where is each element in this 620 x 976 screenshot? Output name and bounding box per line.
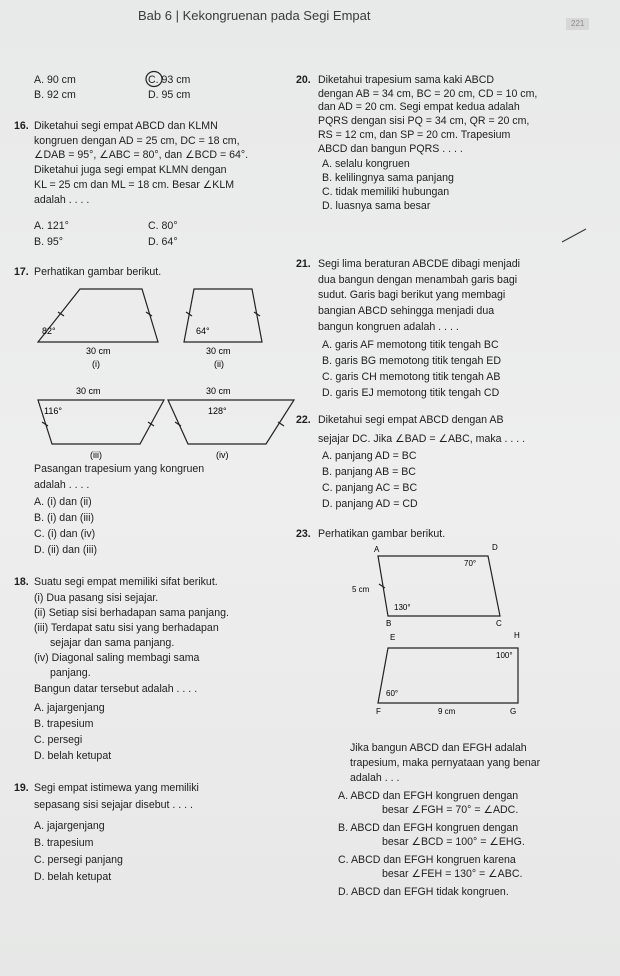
q20-option-c: C. tidak memiliki hubungan — [322, 186, 450, 198]
q19-option-b: B. trapesium — [34, 837, 94, 849]
fig-efgh-base: 9 cm — [438, 707, 456, 716]
q18-property: (i) Dua pasang sisi sejajar. — [34, 592, 159, 604]
prev-option-a: A. 90 cm — [34, 74, 76, 86]
q23-line: adalah . . . — [350, 772, 400, 784]
q22-option-b: B. panjang AB = BC — [322, 466, 416, 478]
q17-option-c: C. (i) dan (iv) — [34, 528, 96, 540]
q16-line: Diketahui segi empat ABCD dan KLMN — [34, 120, 218, 132]
fig-efgh-angle-bottom: 60° — [386, 689, 399, 698]
q23-option-c-cont: besar ∠FEH = 130° = ∠ABC. — [382, 868, 523, 880]
fig-iii-label: (iii) — [90, 450, 102, 460]
q22-line: Diketahui segi empat ABCD dengan AB — [318, 414, 504, 426]
q16-option-c: C. 80° — [148, 220, 178, 232]
q16-option-d: D. 64° — [148, 236, 178, 248]
q22-option-d: D. panjang AD = CD — [322, 498, 418, 510]
q17-option-d: D. (ii) dan (iii) — [34, 544, 97, 556]
q18-option-c: C. persegi — [34, 734, 83, 746]
pen-mark — [560, 226, 590, 244]
trapezoid-iv — [168, 400, 294, 444]
q21-option-b: B. garis BG memotong titik tengah ED — [322, 355, 501, 367]
q23-option-d: D. ABCD dan EFGH tidak kongruen. — [338, 886, 509, 898]
q23-line: trapesium, maka pernyataan yang benar — [350, 757, 541, 769]
q23-option-a: A. ABCD dan EFGH kongruen dengan — [338, 790, 519, 802]
q20-option-b: B. kelilingnya sama panjang — [322, 172, 454, 184]
label-D: D — [492, 543, 498, 552]
q23-number: 23. — [296, 528, 311, 540]
prev-option-c: C. 93 cm — [148, 74, 191, 86]
q20-line: dengan AB = 34 cm, BC = 20 cm, CD = 10 cm, — [318, 87, 538, 100]
q23-stem: Perhatikan gambar berikut. — [318, 528, 446, 540]
q21-stem — [318, 258, 520, 334]
chapter-title: Bab 6 | Kekongruenan pada Segi Empat — [138, 8, 371, 23]
fig-ii-angle: 64° — [196, 326, 210, 336]
q18-property: panjang. — [50, 667, 91, 679]
q20-line: dan AD = 20 cm. Segi empat kedua adalah — [318, 101, 520, 114]
q17-line: Pasangan trapesium yang kongruen — [34, 463, 205, 475]
q23-figures — [350, 540, 530, 730]
q21-line: sudut. Garis bagi berikut yang membagi — [318, 289, 506, 302]
prev-option-d: D. 95 cm — [148, 89, 191, 101]
q22-option-a: A. panjang AD = BC — [322, 450, 417, 462]
page-number-badge: 221 — [566, 18, 589, 30]
q19-option-c: C. persegi panjang — [34, 854, 123, 866]
q20-line: PQRS dengan sisi PQ = 34 cm, QR = 20 cm, — [318, 115, 530, 128]
q16-stem — [34, 120, 274, 206]
q19-line: Segi empat istimewa yang memiliki — [34, 782, 199, 794]
fig-abcd-angle-bottom: 130° — [394, 603, 411, 612]
q18-option-b: B. trapesium — [34, 718, 94, 730]
q18-question: Bangun datar tersebut adalah . . . . — [34, 683, 198, 695]
q23-option-b: B. ABCD dan EFGH kongruen dengan — [338, 822, 519, 834]
q18-option-a: A. jajargenjang — [34, 702, 105, 714]
q18-property: (iii) Terdapat satu sisi yang berhadapan — [34, 622, 219, 634]
q16-line: Diketahui juga segi empat KLMN dengan — [34, 164, 227, 177]
q21-number: 21. — [296, 258, 311, 270]
q20-line: RS = 12 cm, dan SP = 20 cm. Trapesium — [318, 128, 511, 141]
q22-line: sejajar DC. Jika ∠BAD = ∠ABC, maka . . . . — [318, 432, 526, 445]
q17-line: adalah . . . . — [34, 478, 90, 491]
q23-option-a-cont: besar ∠FGH = 70° = ∠ADC. — [382, 804, 519, 816]
q20-stem — [318, 74, 537, 155]
fig-iv-label: (iv) — [216, 450, 229, 460]
q21-line: bangun kongruen adalah . . . . — [318, 320, 459, 333]
q17-stem: Perhatikan gambar berikut. — [34, 266, 162, 278]
fig-efgh-angle-top: 100° — [496, 651, 513, 660]
answer-circle-mark — [144, 70, 164, 88]
q21-line: dua bangun dengan menambah garis bagi — [318, 273, 518, 286]
q21-line: bangian ABCD sehingga menjadi dua — [318, 305, 495, 318]
q23-option-c: C. ABCD dan EFGH kongruen karena — [338, 854, 516, 866]
q23-option-b-cont: besar ∠BCD = 100° = ∠EHG. — [382, 836, 525, 848]
fig-i-label: (i) — [92, 359, 100, 369]
label-A: A — [374, 545, 380, 554]
q19-option-d: D. belah ketupat — [34, 871, 112, 883]
q20-line: Diketahui trapesium sama kaki ABCD — [318, 74, 495, 86]
q17-stem-2 — [34, 463, 204, 491]
q23-line: Jika bangun ABCD dan EFGH adalah — [350, 742, 527, 754]
q19-stem — [34, 782, 199, 811]
q16-number: 16. — [14, 120, 29, 132]
q20-option-d: D. luasnya sama besar — [322, 200, 431, 212]
q18-property: (ii) Setiap sisi berhadapan sama panjang. — [34, 607, 229, 619]
label-F: F — [376, 707, 381, 716]
fig-ii-label: (ii) — [214, 359, 224, 369]
q18-property: (iv) Diagonal saling membagi sama — [34, 652, 200, 664]
q16-line: kongruen dengan AD = 25 cm, DC = 18 cm, — [34, 134, 240, 147]
prev-option-b: B. 92 cm — [34, 89, 76, 101]
fig-abcd-side: 5 cm — [352, 585, 370, 594]
q16-line: KL = 25 cm dan ML = 18 cm. Besar ∠KLM — [34, 178, 235, 191]
q21-option-d: D. garis EJ memotong titik tengah CD — [322, 387, 500, 399]
label-H: H — [514, 631, 520, 640]
q16-option-a: A. 121° — [34, 220, 69, 232]
q18-option-d: D. belah ketupat — [34, 750, 112, 762]
fig-iv-angle: 128° — [208, 406, 227, 416]
q20-line: ABCD dan bangun PQRS . . . . — [318, 142, 463, 155]
q16-option-b: B. 95° — [34, 236, 63, 248]
q22-number: 22. — [296, 414, 311, 426]
fig-ii-base: 30 cm — [206, 346, 231, 356]
fig-iii-top: 30 cm — [76, 386, 101, 396]
q16-line: adalah . . . . — [34, 193, 90, 206]
q20-number: 20. — [296, 74, 311, 86]
q22-option-c: C. panjang AC = BC — [322, 482, 418, 494]
fig-i-base: 30 cm — [86, 346, 111, 356]
q19-line: sepasang sisi sejajar disebut . . . . — [34, 798, 193, 811]
q18-stem: Suatu segi empat memiliki sifat berikut. — [34, 576, 218, 588]
q21-option-c: C. garis CH memotong titik tengah AB — [322, 371, 501, 383]
q17-option-b: B. (i) dan (iii) — [34, 512, 95, 524]
q18-number: 18. — [14, 576, 29, 588]
fig-abcd-angle-top: 70° — [464, 559, 477, 568]
fig-iii-angle: 116° — [44, 406, 62, 416]
q16-line: ∠DAB = 95°, ∠ABC = 80°, dan ∠BCD = 64°. — [34, 149, 249, 162]
trapezoid-i — [38, 289, 158, 342]
fig-iv-top: 30 cm — [206, 386, 231, 396]
q17-option-a: A. (i) dan (ii) — [34, 496, 92, 508]
label-B: B — [386, 619, 392, 628]
fig-i-angle: 82° — [42, 326, 56, 336]
q20-option-a: A. selalu kongruen — [322, 158, 410, 170]
label-E: E — [390, 633, 396, 642]
q19-number: 19. — [14, 782, 29, 794]
label-C: C — [496, 619, 502, 628]
q21-option-a: A. garis AF memotong titik tengah BC — [322, 339, 499, 351]
label-G: G — [510, 707, 517, 716]
q18-property: sejajar dan sama panjang. — [50, 637, 175, 649]
q22-stem — [318, 414, 525, 445]
q17-number: 17. — [14, 266, 29, 278]
q17-figures — [30, 282, 300, 482]
q19-option-a: A. jajargenjang — [34, 820, 105, 832]
q21-line: Segi lima beraturan ABCDE dibagi menjadi — [318, 258, 520, 270]
